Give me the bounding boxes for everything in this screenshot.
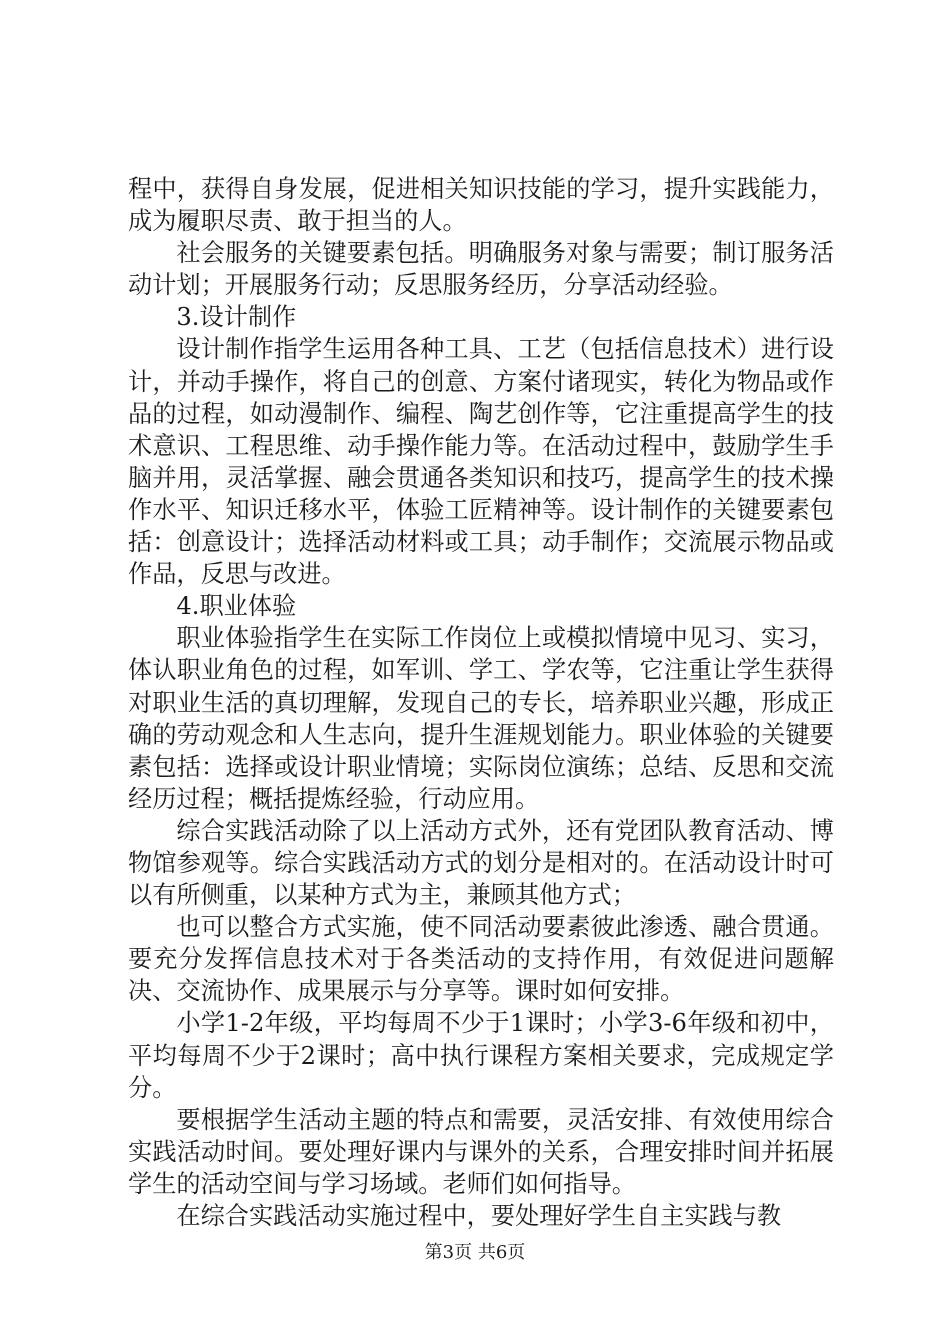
paragraph: 也可以整合方式实施，使不同活动要素彼此渗透、融合贯通。要充分发挥信息技术对于各类活动的支持作用，有效促进问题解决、交流协作、成果展示与分享等。课时如何安排。 [128, 913, 834, 1006]
paragraph: 职业体验指学生在实际工作岗位上或模拟情境中见习、实习，体认职业角色的过程，如军训、学工、学农等，它注重让学生获得对职业生活的真切理解，发现自己的专长，培养职业兴趣，形成正确的劳动观念和人生志向，提升生涯规划能力。职业体验的关键要素包括：选择或设计职业情境；实际岗位演练；总结、反思和交流经历过程；概括提炼经验，行动应用。 [128, 624, 834, 813]
paragraph: 在综合实践活动实施过程中，要处理好学生自主实践与教 [176, 1202, 782, 1230]
paragraph: 设计制作指学生运用各种工具、工艺（包括信息技术）进行设计，并动手操作，将自己的创意、方案付诸现实，转化为物品或作品的过程，如动漫制作、编程、陶艺创作等，它注重提高学生的技术意识、工程思维、动手操作能力等。在活动过程中，鼓励学生手脑并用，灵活掌握、融会贯通各类知识和技巧，提高学生的技术操作水平、知识迁移水平，体验工匠精神等。设计制作的关键要素包括：创意设计；选择活动材料或工具；动手制作；交流展示物品或作品，反思与改进。 [128, 335, 834, 589]
paragraph: 要根据学生活动主题的特点和需要，灵活安排、有效使用综合实践活动时间。要处理好课内与课外的关系，合理安排时间并拓展学生的活动空间与学习场域。老师们如何指导。 [128, 1105, 834, 1198]
paragraph: 社会服务的关键要素包括。明确服务对象与需要；制订服务活动计划；开展服务行动；反思服务经历，分享活动经验。 [128, 239, 834, 300]
page-number-footer: 第3页 共6页 [424, 1242, 526, 1263]
document-body [128, 173, 834, 1232]
paragraph: 综合实践活动除了以上活动方式外，还有党团队教育活动、博物馆参观等。综合实践活动方式的划分是相对的。在活动设计时可以有所侧重，以某种方式为主，兼顾其他方式； [128, 816, 834, 910]
paragraph: 小学1-2年级，平均每周不少于1课时；小学3-6年级和初中，平均每周不少于2课时；高中执行课程方案相关要求，完成规定学分。 [128, 1009, 834, 1102]
paragraph: 程中，获得自身发展，促进相关知识技能的学习，提升实践能力，成为履职尽责、敢于担当的人。 [128, 175, 834, 236]
section-heading: 4.职业体验 [176, 592, 297, 621]
section-heading: 3.设计制作 [176, 303, 297, 332]
